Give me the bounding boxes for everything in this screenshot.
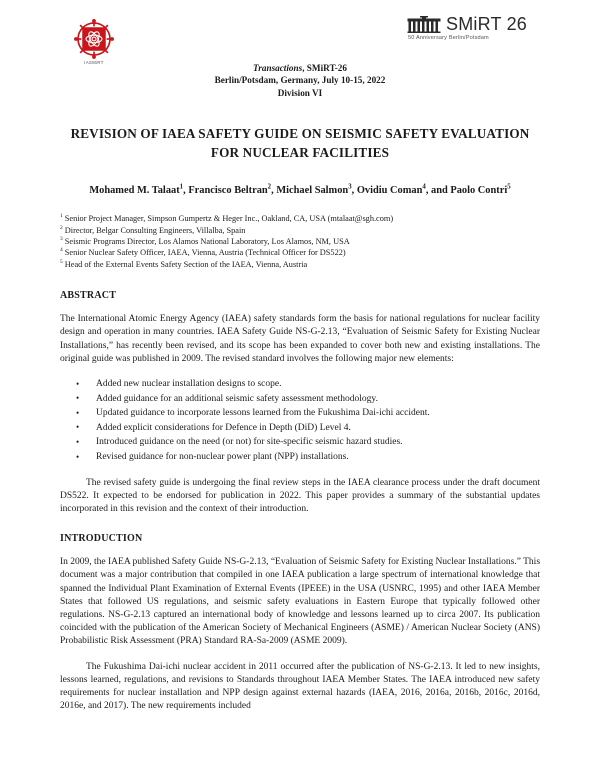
abstract-bullet-list (60, 377, 540, 465)
author-separator: , and (425, 185, 451, 197)
affiliation-list (60, 213, 540, 270)
iasmirt-atom-seal-icon (73, 18, 115, 60)
abstract-bullet-item: • Revised guidance for non-nuclear power plant (NPP) installations. (60, 450, 540, 465)
introduction-paragraph-2: The Fukushima Dai-ichi nuclear accident in 2011 occurred after the publication of NS-G-2.13. It led to new insights, lessons learned, regulations, and revisions to Standards throughout IAEA Member States. The IAEA introduced new safety requirements for nuclear installation and NPP design against external hazards (IAEA, 2016, 2016a, 2016b, 2016c, 2016d, 2016e, and 2017). The new requirements included (60, 661, 540, 712)
abstract-bullet-item: • Updated guidance to incorporate lessons learned from the Fukushima Dai-ichi accident. (60, 406, 540, 421)
affiliation-item (60, 247, 540, 258)
transactions-italic: Transactions (253, 63, 303, 73)
iasmirt-logo (69, 18, 119, 66)
author-separator: , (351, 185, 357, 197)
affiliation-text: Director, Belgar Consulting Engineers, Villalba, Spain (62, 225, 246, 235)
author-affiliation-marker: 3 (348, 183, 352, 191)
abstract-paragraph-2: The revised safety guide is undergoing the final review steps in the IAEA clearance process under the draft document DS522. It expected to be endorsed for publication in 2022. This paper provides a summary of the substantial updates incorporated in this revision and the context of their introduction. (60, 477, 540, 515)
author-list (60, 185, 540, 196)
abstract-bullet-item: • Added explicit considerations for Defence in Depth (DiD) Level 4. (60, 421, 540, 436)
transactions-rest: , SMiRT-26 (302, 63, 347, 73)
affiliation-item (60, 236, 540, 247)
affiliation-text: Head of the External Events Safety Section of the IAEA, Vienna, Austria (62, 259, 308, 269)
abstract-paragraph-1: The International Atomic Energy Agency (IAEA) safety standards form the basis for national regulations for nuclear facility design and operation in many countries. IAEA Safety Guide NS-G-2.13, “Evaluation of Seismic Safety for Existing Nuclear Installations,” has recently been revised, and its scope has been expanded to cover both new and existing installations. The original guide was published in 2009. The revised standard involves the following major new elements: (60, 314, 540, 364)
abstract-bullet-item: • Added new nuclear installation designs to scope. (60, 377, 540, 392)
affiliation-marker: 5 (60, 259, 63, 266)
affiliation-marker: 2 (60, 224, 63, 231)
page-title: REVISION OF IAEA SAFETY GUIDE ON SEISMIC SAFETY EVALUATION FOR NUCLEAR FACILITIES (70, 126, 530, 161)
conference-division: Division VI (277, 87, 323, 98)
abstract-heading: ABSTRACT (60, 290, 117, 302)
author-separator: , (183, 185, 189, 197)
smirt26-logo (407, 16, 527, 41)
author-affiliation-marker: 4 (422, 183, 426, 191)
affiliation-marker: 3 (60, 236, 63, 243)
smirt26-tagline: 50 Anniversary Berlin/Potsdam (408, 35, 489, 41)
conference-info (60, 62, 540, 99)
conference-location-dates: Berlin/Potsdam, Germany, July 10-15, 2022 (214, 75, 386, 86)
page-header (60, 0, 540, 65)
affiliation-item (60, 259, 540, 270)
introduction-heading: INTRODUCTION (60, 533, 143, 545)
affiliation-text: Seismic Programs Director, Los Alamos National Laboratory, Los Alamos, NM, USA (62, 237, 350, 247)
author-name: Mohamed M. Talaat (89, 185, 180, 197)
affiliation-item (60, 225, 540, 236)
brandenburg-gate-icon (407, 16, 441, 33)
smirt26-wordmark: SMiRT 26 (446, 14, 527, 34)
author-affiliation-marker: 1 (179, 183, 184, 191)
author-name: Ovidiu Coman (356, 185, 423, 197)
affiliation-text: Senior Nuclear Safety Officer, IAEA, Vienna, Austria (Technical Officer for DS522) (62, 248, 346, 258)
iasmirt-logo-caption: IASMiRT (84, 60, 104, 65)
introduction-paragraph-1: In 2009, the IAEA published Safety Guide NS-G-2.13, “Evaluation of Seismic Safety for Existing Nuclear Installations.” This document was a major contribution that compiled in one IAEA publication a large spectrum of international knowledge that spanned the Individual Plant Examination of External Events (IPEEE) in the USA (USNRC, 1995) and other IAEA Member States that followed US regulations, and seismic safety evaluations in Eastern Europe that typically followed other regulations. NS-G-2.13 captured an international body of knowledge and lessons learned up to circa 2007. Its publication coincided with the publication of the American Society of Mechanical Engineers (ASME) / American Nuclear Society (ANS) Probabilistic Risk Assessment (PRA) Standard RA-Sa-2009 (ASME 2009). (60, 557, 541, 647)
abstract-bullet-item: • Added guidance for an additional seismic safety assessment methodology. (60, 392, 540, 407)
author-name: Michael Salmon (276, 185, 349, 197)
affiliation-marker: 4 (60, 247, 63, 254)
author-affiliation-marker: 5 (507, 183, 511, 191)
affiliation-marker: 1 (60, 213, 63, 220)
author-affiliation-marker: 2 (267, 183, 272, 191)
affiliation-text: Senior Project Manager, Simpson Gumpertz & Heger Inc., Oakland, CA, USA (mtalaat@sgh.com) (62, 214, 394, 224)
author-separator: , (271, 185, 277, 197)
transactions-line (60, 62, 540, 74)
affiliation-item (60, 213, 540, 224)
abstract-bullet-item: • Introduced guidance on the need (or not) for site-specific seismic hazard studies. (60, 435, 540, 450)
author-name: Francisco Beltran (188, 185, 268, 197)
author-name: Paolo Contri (450, 185, 508, 197)
